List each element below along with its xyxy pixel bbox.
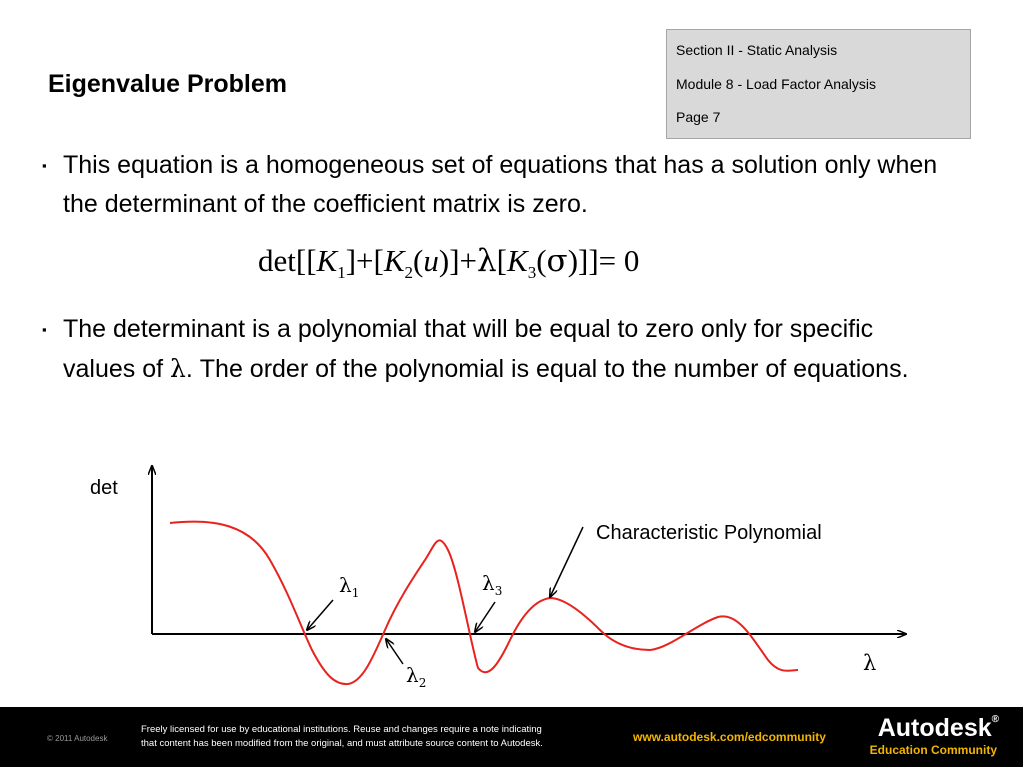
autodesk-logo (878, 714, 999, 743)
polynomial-curve (170, 522, 798, 685)
y-axis-label: det (90, 477, 118, 499)
section-label: Section II - Static Analysis (676, 42, 838, 58)
root-1-symbol: $\lambda_1$ (339, 573, 360, 600)
curve-label: Characteristic Polynomial (596, 522, 822, 544)
edcommunity-link[interactable]: www.autodesk.com/edcommunity (633, 730, 826, 744)
bullet-marker: ▪ (42, 158, 47, 173)
page-label: Page 7 (676, 109, 721, 125)
root-2-symbol: $\lambda_2$ (406, 663, 427, 690)
eq-k2: K (383, 243, 405, 278)
eq-det: det (258, 243, 296, 278)
license-line-1: Freely licensed for use by educational institutions. Reuse and changes require a note indicating (141, 724, 542, 735)
root-3-symbol: $\lambda_3$ (482, 571, 503, 598)
module-label: Module 8 - Load Factor Analysis (676, 75, 876, 92)
eq-u: u (423, 243, 439, 278)
logo-registered-mark: ® (991, 714, 999, 725)
logo-name-text: Autodesk (877, 714, 992, 742)
bullet-text-before: The determinant is a polynomial that will be equal to zero only for specific values of (63, 315, 874, 383)
curve-label-pointer (550, 527, 583, 597)
root-1-pointer (307, 600, 333, 630)
root-3-pointer (475, 602, 495, 632)
eq-k3-sub: 3 (527, 263, 537, 283)
bullet-text-after: . The order of the polynomial is equal to the number of equations. (185, 355, 909, 383)
license-text (141, 723, 543, 751)
bullet-marker: ▪ (42, 322, 47, 337)
eq-k1: K (316, 243, 338, 278)
eq-sigma: σ (546, 243, 568, 279)
determinant-equation: $\det[[K_1]+[K_2(u)]+\lambda[K_3(\sigma)]]= 0$ (258, 243, 640, 283)
footer-bar (0, 707, 1023, 767)
bullet-text: This equation is a homogeneous set of equations that has a solution only when the determinant of the coefficient matrix is zero. (63, 151, 938, 218)
lambda-symbol: λ (170, 354, 186, 383)
copyright-text: © 2011 Autodesk (47, 734, 108, 743)
eq-k3: K (507, 243, 528, 278)
eq-k2-sub: 2 (404, 263, 414, 283)
eq-lambda: λ (477, 243, 497, 279)
license-line-2: that content has been modified from the original, and must attribute source content to Autodesk. (141, 738, 543, 749)
root-2-pointer (386, 639, 403, 664)
eq-equals-zero: = 0 (598, 243, 640, 278)
slide-title: Eigenvalue Problem (48, 70, 287, 98)
x-axis-label: λ (863, 651, 877, 675)
eq-plus-1: + (356, 243, 374, 278)
eq-k1-sub: 1 (337, 263, 346, 283)
eq-plus-2: + (459, 243, 478, 278)
education-community-label: Education Community (869, 743, 997, 757)
